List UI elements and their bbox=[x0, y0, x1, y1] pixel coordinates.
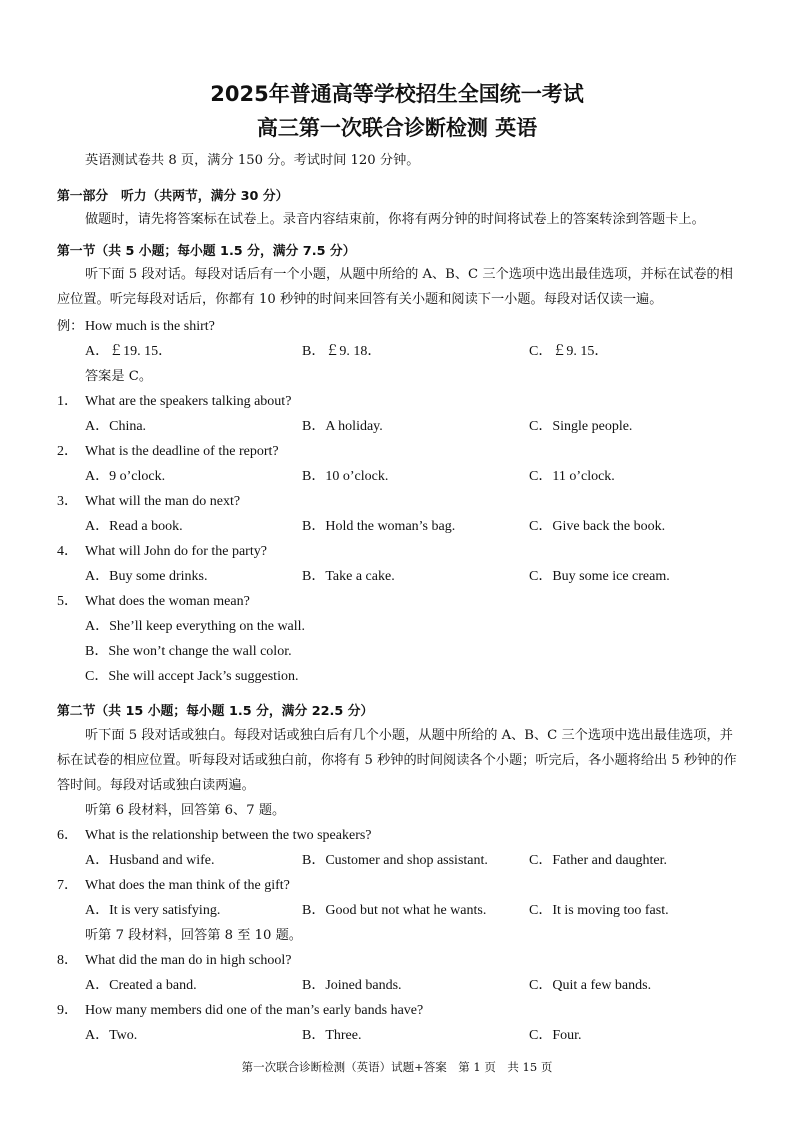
question-number: 6． bbox=[57, 828, 78, 843]
option-b: B．Three. bbox=[302, 1028, 362, 1043]
example-option-b: B．￡9. 18． bbox=[302, 344, 382, 359]
question-text: What will John do for the party? bbox=[85, 544, 267, 559]
option-a: A．It is very satisfying. bbox=[85, 903, 221, 918]
option-b: B．Take a cake. bbox=[302, 569, 395, 584]
option-a: A．Read a book. bbox=[85, 519, 183, 534]
option-b: B．Good but not what he wants. bbox=[302, 903, 487, 918]
question-text: What is the relationship between the two speakers? bbox=[85, 828, 372, 843]
question-text: What did the man do in high school? bbox=[85, 953, 292, 968]
option-b: B．Customer and shop assistant. bbox=[302, 853, 488, 868]
option-b: B．A holiday. bbox=[302, 419, 383, 434]
option-c: C．Give back the book. bbox=[529, 519, 666, 534]
option-a: A．9 o’clock. bbox=[85, 469, 166, 484]
option-c: C．Quit a few bands. bbox=[529, 978, 652, 993]
option-c: C．She will accept Jack’s suggestion. bbox=[85, 669, 299, 684]
question-number: 3． bbox=[57, 494, 78, 509]
example-option-c: C．￡9. 15． bbox=[529, 344, 609, 359]
option-c: C．It is moving too fast. bbox=[529, 903, 669, 918]
option-a: A．Two. bbox=[85, 1028, 138, 1043]
option-c: C．Four. bbox=[529, 1028, 582, 1043]
section2-heading: 第二节（共 15 小题；每小题 1.5 分，满分 22.5 分） bbox=[57, 704, 374, 719]
question-text: What are the speakers talking about? bbox=[85, 394, 292, 409]
option-c: C．Father and daughter. bbox=[529, 853, 668, 868]
option-a: A．She’ll keep everything on the wall. bbox=[85, 619, 306, 634]
option-b: B．Hold the woman’s bag. bbox=[302, 519, 456, 534]
option-c: C．Single people. bbox=[529, 419, 633, 434]
question-number: 4． bbox=[57, 544, 78, 559]
option-b: B．10 o’clock. bbox=[302, 469, 389, 484]
question-text: What does the man think of the gift? bbox=[85, 878, 290, 893]
section2-instruction: 听下面 5 段对话或独白。每段对话或独白后有几个小题，从题中所给的 A、B、C 三个选项中选出最佳选项，并标在试卷的相应位置。听每段对话或独白前，你将有 5 秒钟的时间阅读各个小题；听完后，各小题将给出 5 秒钟的作答时间。每段对话或独白读两遍。 bbox=[57, 728, 737, 793]
page-footer: 第一次联合诊断检测（英语）试题+答案 第 1 页 共 15 页 bbox=[241, 1060, 553, 1074]
part1-instruction: 做题时，请先将答案标在试卷上。录音内容结束前，你将有两分钟的时间将试卷上的答案转涂到答题卡上。 bbox=[85, 212, 705, 227]
example-question: How much is the shirt? bbox=[85, 319, 215, 334]
question-text: What does the woman mean? bbox=[85, 594, 250, 609]
question-text: What is the deadline of the report? bbox=[85, 444, 279, 459]
option-a: A．Husband and wife. bbox=[85, 853, 215, 868]
option-a: A．China. bbox=[85, 419, 147, 434]
question-number: 5． bbox=[57, 594, 78, 609]
example-answer: 答案是 C。 bbox=[85, 369, 153, 384]
option-a: A．Buy some drinks. bbox=[85, 569, 208, 584]
question-number: 1． bbox=[57, 394, 78, 409]
example-label: 例： bbox=[57, 319, 84, 334]
question-number: 8． bbox=[57, 953, 78, 968]
option-b: B．She won’t change the wall color. bbox=[85, 644, 292, 659]
section1-instruction: 听下面 5 段对话。每段对话后有一个小题，从题中所给的 A、B、C 三个选项中选出最佳选项，并标在试卷的相应位置。听完每段对话后，你都有 10 秒钟的时间来回答有关小题和阅读下一小题。每段对话仅读一遍。 bbox=[57, 267, 733, 307]
exam-title: 2025年普通高等学校招生全国统一考试 bbox=[210, 82, 584, 106]
question-number: 7． bbox=[57, 878, 78, 893]
question-text: How many members did one of the man’s early bands have? bbox=[85, 1003, 424, 1018]
intro-text: 英语测试卷共 8 页，满分 150 分。考试时间 120 分钟。 bbox=[85, 153, 420, 168]
section1-heading: 第一节（共 5 小题；每小题 1.5 分，满分 7.5 分） bbox=[57, 244, 356, 259]
option-b: B．Joined bands. bbox=[302, 978, 402, 993]
material-6-note: 听第 6 段材料，回答第 6、7 题。 bbox=[85, 803, 286, 818]
option-a: A．Created a band. bbox=[85, 978, 197, 993]
question-number: 2． bbox=[57, 444, 78, 459]
option-c: C．Buy some ice cream. bbox=[529, 569, 670, 584]
material-7-note: 听第 7 段材料，回答第 8 至 10 题。 bbox=[85, 928, 302, 943]
question-number: 9． bbox=[57, 1003, 78, 1018]
exam-subtitle: 高三第一次联合诊断检测 英语 bbox=[256, 116, 538, 140]
question-text: What will the man do next? bbox=[85, 494, 241, 509]
example-option-a: A．￡19. 15． bbox=[85, 344, 173, 359]
option-c: C．11 o’clock. bbox=[529, 469, 615, 484]
part1-heading: 第一部分 听力（共两节，满分 30 分） bbox=[57, 189, 289, 204]
